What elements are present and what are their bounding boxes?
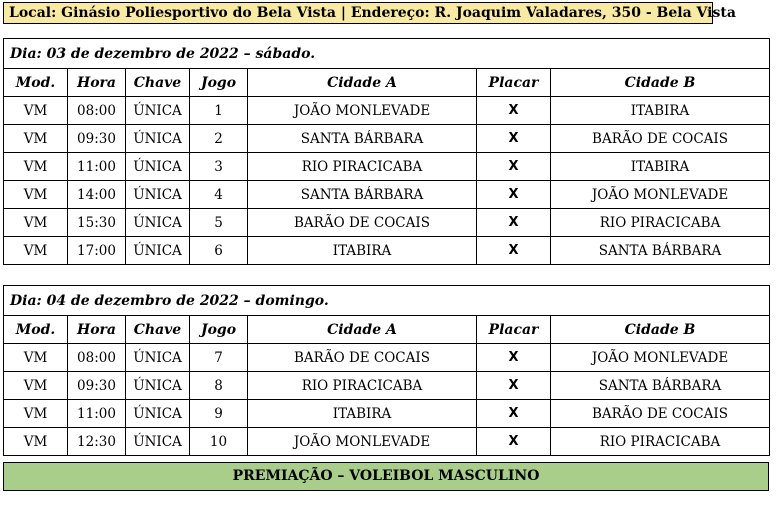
cell-hora: 17:00 — [68, 237, 126, 265]
cell-jogo: 9 — [190, 400, 248, 428]
table-row — [4, 372, 770, 400]
table-row — [4, 97, 770, 125]
table-row — [4, 209, 770, 237]
table-row — [4, 153, 770, 181]
cell-cidade-a: JOÃO MONLEVADE — [248, 428, 477, 456]
cell-mod: VM — [4, 237, 68, 265]
cell-mod: VM — [4, 372, 68, 400]
schedule-table-day-2 — [3, 285, 770, 456]
cell-placar: X — [477, 153, 551, 181]
day-title: Dia: 03 de dezembro de 2022 – sábado. — [4, 39, 770, 69]
column-header-cidade-b: Cidade B — [551, 316, 770, 344]
cell-mod: VM — [4, 428, 68, 456]
cell-mod: VM — [4, 153, 68, 181]
cell-cidade-a: ITABIRA — [248, 237, 477, 265]
table-row — [4, 400, 770, 428]
cell-chave: ÚNICA — [126, 181, 190, 209]
cell-mod: VM — [4, 125, 68, 153]
table-row — [4, 125, 770, 153]
column-header-hora: Hora — [68, 316, 126, 344]
cell-cidade-b: BARÃO DE COCAIS — [551, 125, 770, 153]
cell-placar: X — [477, 428, 551, 456]
cell-cidade-a: SANTA BÁRBARA — [248, 125, 477, 153]
cell-chave: ÚNICA — [126, 372, 190, 400]
cell-cidade-a: RIO PIRACICABA — [248, 153, 477, 181]
cell-mod: VM — [4, 209, 68, 237]
cell-jogo: 1 — [190, 97, 248, 125]
cell-chave: ÚNICA — [126, 428, 190, 456]
table-row — [4, 344, 770, 372]
column-header-mod: Mod. — [4, 69, 68, 97]
column-header-hora: Hora — [68, 69, 126, 97]
cell-jogo: 2 — [190, 125, 248, 153]
cell-cidade-a: SANTA BÁRBARA — [248, 181, 477, 209]
cell-cidade-a: RIO PIRACICABA — [248, 372, 477, 400]
table-row — [4, 428, 770, 456]
cell-jogo: 6 — [190, 237, 248, 265]
award-banner: PREMIAÇÃO – VOLEIBOL MASCULINO — [3, 462, 769, 491]
cell-jogo: 8 — [190, 372, 248, 400]
column-header-cidade-a: Cidade A — [248, 69, 477, 97]
cell-chave: ÚNICA — [126, 97, 190, 125]
schedule-table-day-1 — [3, 38, 770, 265]
cell-placar: X — [477, 344, 551, 372]
cell-jogo: 5 — [190, 209, 248, 237]
cell-cidade-a: BARÃO DE COCAIS — [248, 209, 477, 237]
cell-hora: 08:00 — [68, 97, 126, 125]
cell-cidade-b: RIO PIRACICABA — [551, 428, 770, 456]
cell-cidade-b: RIO PIRACICABA — [551, 209, 770, 237]
location-header: Local: Ginásio Poliesportivo do Bela Vista | Endereço: R. Joaquim Valadares, 350 - Bela Vista — [3, 2, 713, 24]
cell-hora: 09:30 — [68, 372, 126, 400]
cell-jogo: 4 — [190, 181, 248, 209]
table-row — [4, 181, 770, 209]
cell-cidade-a: BARÃO DE COCAIS — [248, 344, 477, 372]
cell-cidade-b: JOÃO MONLEVADE — [551, 344, 770, 372]
cell-hora: 09:30 — [68, 125, 126, 153]
column-header-jogo: Jogo — [190, 69, 248, 97]
cell-cidade-b: ITABIRA — [551, 97, 770, 125]
column-header-chave: Chave — [126, 69, 190, 97]
cell-cidade-a: ITABIRA — [248, 400, 477, 428]
cell-jogo: 7 — [190, 344, 248, 372]
cell-placar: X — [477, 181, 551, 209]
cell-hora: 14:00 — [68, 181, 126, 209]
column-header-placar: Placar — [477, 316, 551, 344]
cell-hora: 08:00 — [68, 344, 126, 372]
cell-mod: VM — [4, 181, 68, 209]
cell-chave: ÚNICA — [126, 153, 190, 181]
cell-cidade-a: JOÃO MONLEVADE — [248, 97, 477, 125]
cell-cidade-b: SANTA BÁRBARA — [551, 372, 770, 400]
column-header-placar: Placar — [477, 69, 551, 97]
cell-placar: X — [477, 237, 551, 265]
column-header-chave: Chave — [126, 316, 190, 344]
cell-chave: ÚNICA — [126, 237, 190, 265]
cell-placar: X — [477, 97, 551, 125]
column-header-cidade-b: Cidade B — [551, 69, 770, 97]
table-row — [4, 237, 770, 265]
table-header-row — [4, 69, 770, 97]
column-header-cidade-a: Cidade A — [248, 316, 477, 344]
cell-mod: VM — [4, 344, 68, 372]
cell-hora: 12:30 — [68, 428, 126, 456]
cell-mod: VM — [4, 97, 68, 125]
cell-mod: VM — [4, 400, 68, 428]
cell-jogo: 10 — [190, 428, 248, 456]
cell-hora: 11:00 — [68, 400, 126, 428]
cell-chave: ÚNICA — [126, 125, 190, 153]
cell-chave: ÚNICA — [126, 400, 190, 428]
cell-cidade-b: JOÃO MONLEVADE — [551, 181, 770, 209]
cell-placar: X — [477, 209, 551, 237]
column-header-mod: Mod. — [4, 316, 68, 344]
cell-placar: X — [477, 125, 551, 153]
cell-hora: 15:30 — [68, 209, 126, 237]
cell-cidade-b: SANTA BÁRBARA — [551, 237, 770, 265]
table-header-row — [4, 316, 770, 344]
cell-chave: ÚNICA — [126, 344, 190, 372]
day-title: Dia: 04 de dezembro de 2022 – domingo. — [4, 286, 770, 316]
cell-jogo: 3 — [190, 153, 248, 181]
column-header-jogo: Jogo — [190, 316, 248, 344]
cell-chave: ÚNICA — [126, 209, 190, 237]
cell-placar: X — [477, 400, 551, 428]
cell-cidade-b: BARÃO DE COCAIS — [551, 400, 770, 428]
cell-cidade-b: ITABIRA — [551, 153, 770, 181]
cell-placar: X — [477, 372, 551, 400]
cell-hora: 11:00 — [68, 153, 126, 181]
